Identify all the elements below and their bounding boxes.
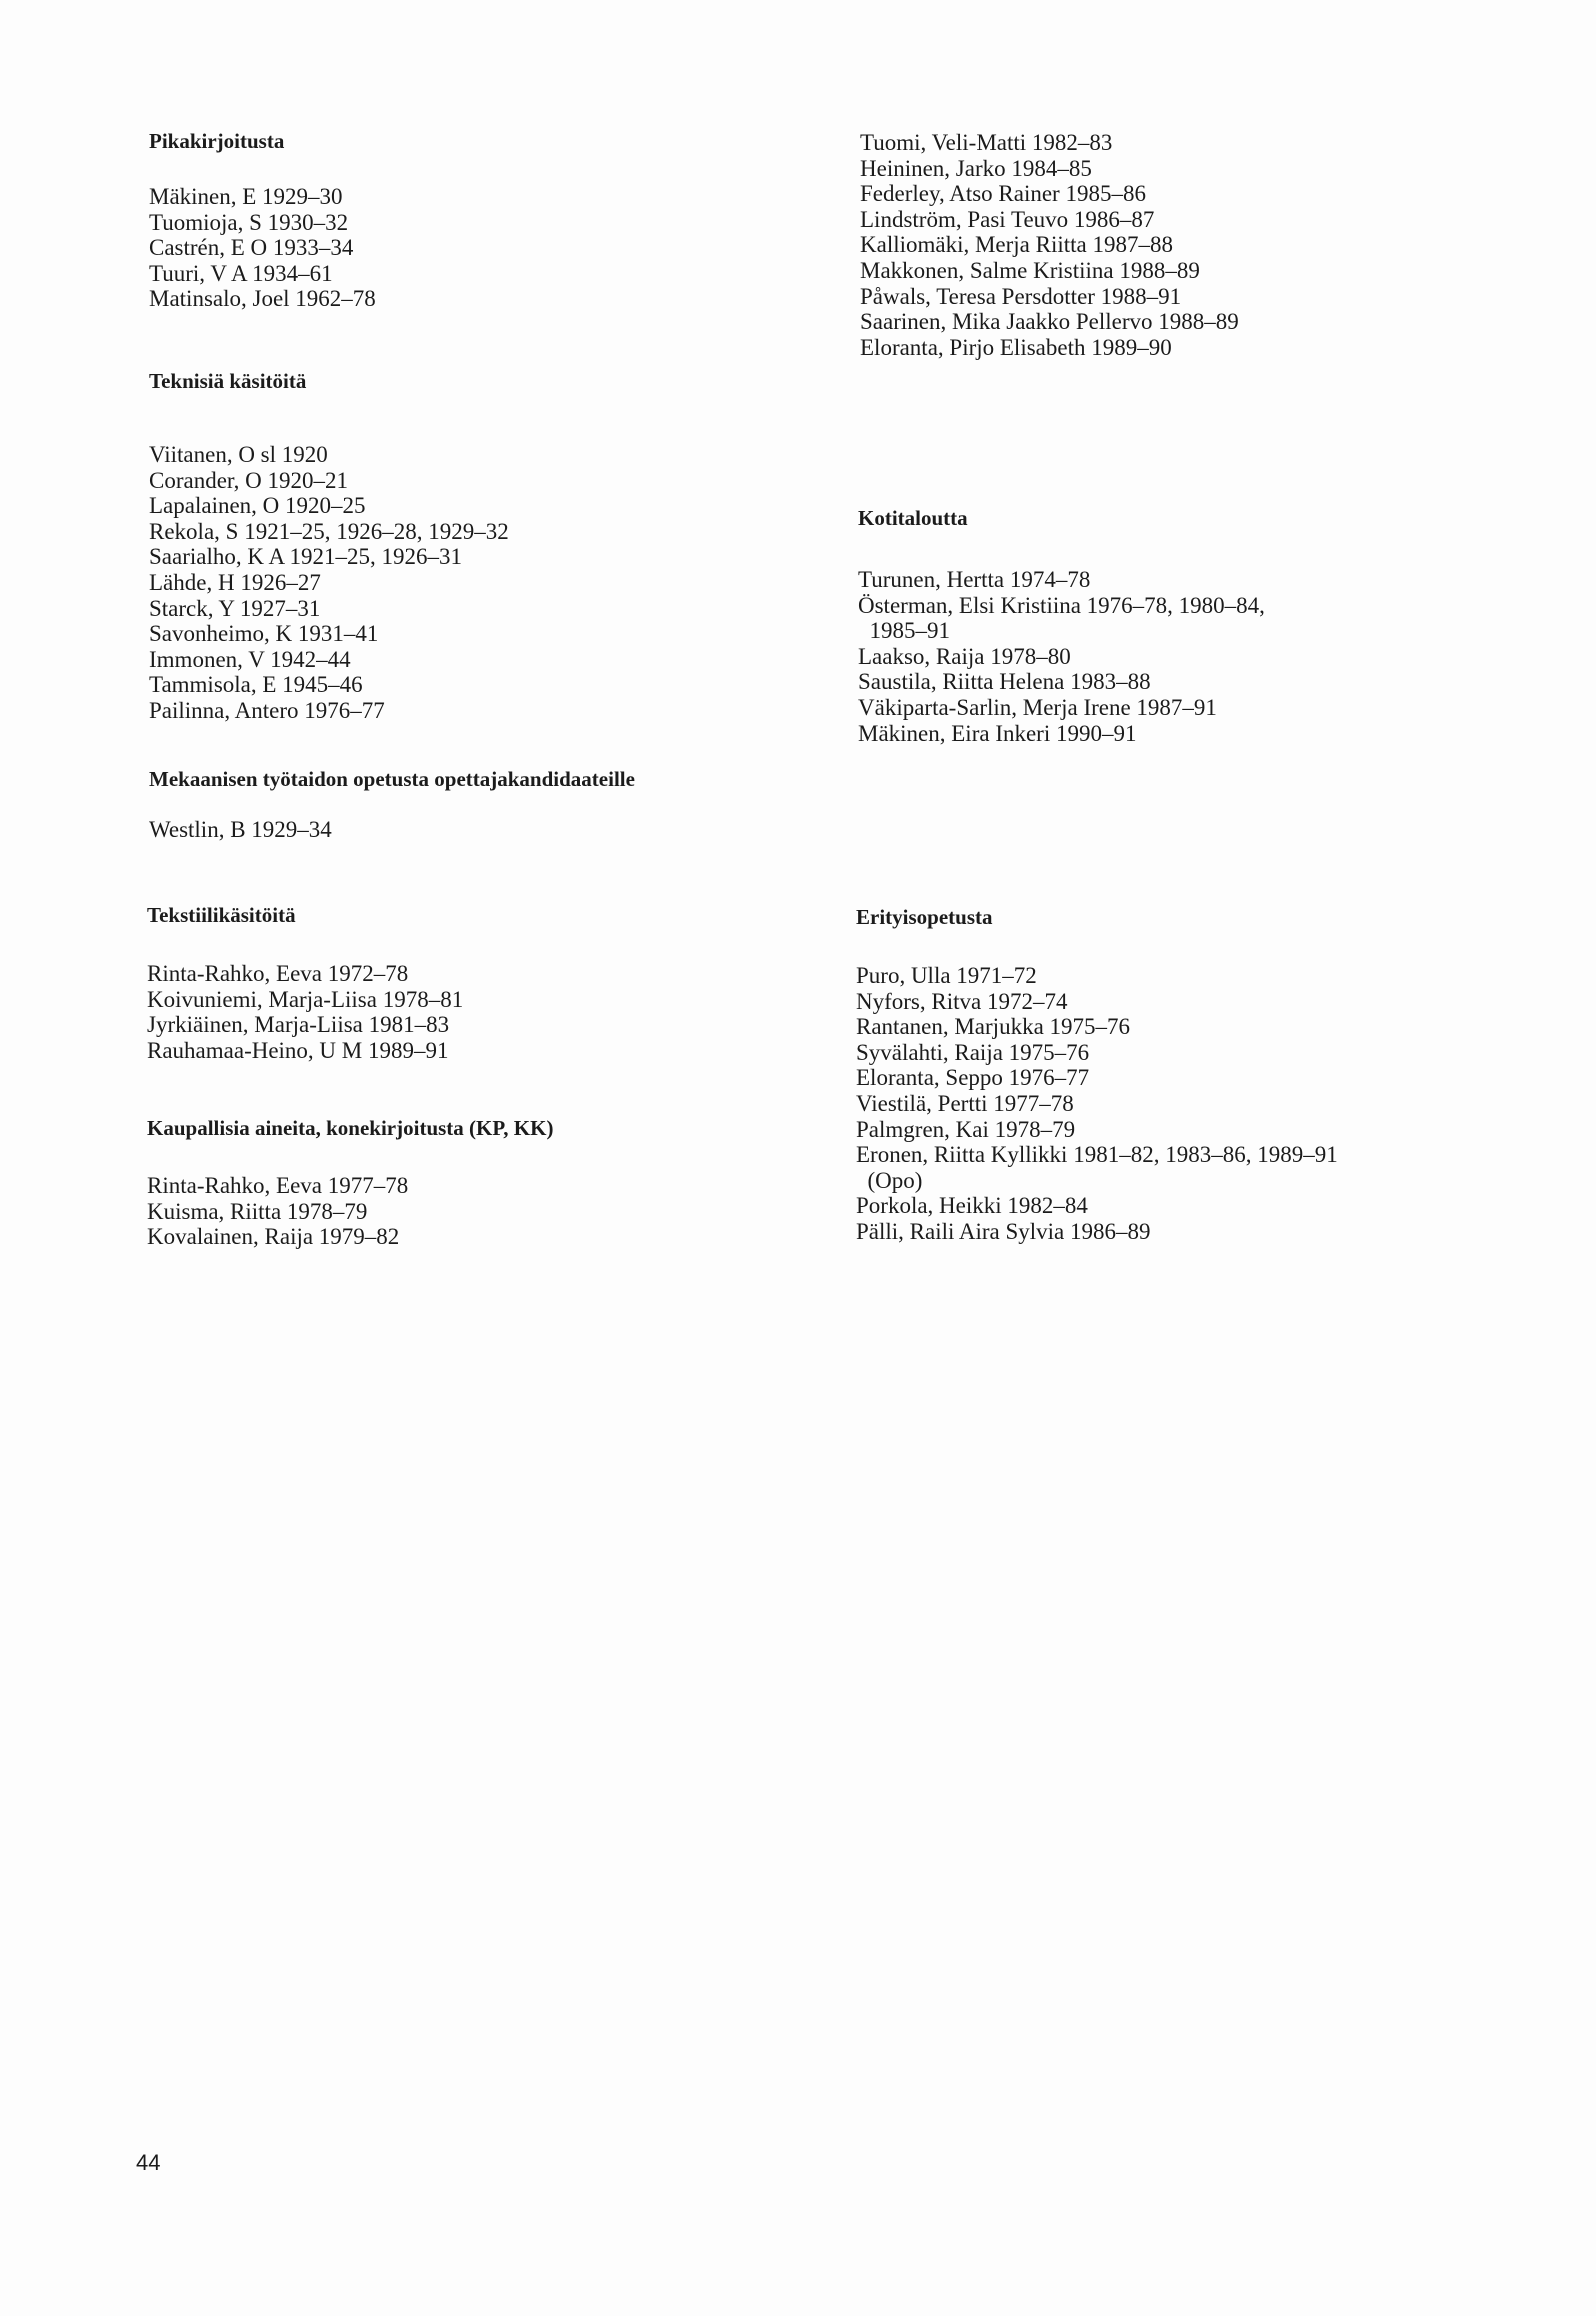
section-heading: Kaupallisia aineita, konekirjoitusta (KP, KK) [147, 1116, 554, 1140]
list-item: Heininen, Jarko 1984–85 [860, 155, 1092, 181]
list-item: Påwals, Teresa Persdotter 1988–91 [860, 283, 1182, 309]
list-item: Tuuri, V A 1934–61 [149, 260, 333, 286]
entry-list [147, 1173, 847, 1250]
list-item: Tuomioja, S 1930–32 [149, 209, 349, 235]
list-item: Porkola, Heikki 1982–84 [856, 1193, 1088, 1219]
list-item: Saarinen, Mika Jaakko Pellervo 1988–89 [860, 309, 1239, 335]
list-item: Kovalainen, Raija 1979–82 [147, 1224, 400, 1250]
list-item: Österman, Elsi Kristiina 1976–78, 1980–84, [858, 592, 1265, 618]
list-item: Pälli, Raili Aira Sylvia 1986–89 [856, 1218, 1151, 1244]
entry-list [860, 130, 1560, 360]
section-kaupallisia-aineita [147, 1115, 847, 1250]
list-item: Palmgren, Kai 1978–79 [856, 1116, 1076, 1142]
entry-list [149, 442, 849, 724]
list-item: Rekola, S 1921–25, 1926–28, 1929–32 [149, 518, 509, 544]
list-item: Federley, Atso Rainer 1985–86 [860, 181, 1146, 207]
list-item: Koivuniemi, Marja-Liisa 1978–81 [147, 986, 464, 1012]
section-continued-list [860, 130, 1560, 360]
list-item: Corander, O 1920–21 [149, 467, 349, 493]
list-item: Puro, Ulla 1971–72 [856, 963, 1037, 988]
section-heading: Pikakirjoitusta [149, 129, 285, 153]
list-item: Väkiparta-Sarlin, Merja Irene 1987–91 [858, 694, 1217, 720]
list-item: (Opo) [856, 1167, 923, 1193]
list-item: Jyrkiäinen, Marja-Liisa 1981–83 [147, 1012, 450, 1038]
list-item: Rantanen, Marjukka 1975–76 [856, 1014, 1131, 1040]
entry-list [149, 817, 909, 843]
list-item: Tammisola, E 1945–46 [149, 672, 363, 698]
list-item: Lindström, Pasi Teuvo 1986–87 [860, 206, 1155, 232]
list-item: Viitanen, O sl 1920 [149, 442, 328, 467]
list-item: Savonheimo, K 1931–41 [149, 621, 379, 647]
section-heading: Mekaanisen työtaidon opetusta opettajakandidaateille [149, 767, 635, 791]
list-item: Kuisma, Riitta 1978–79 [147, 1198, 368, 1224]
list-item: Turunen, Hertta 1974–78 [858, 567, 1091, 592]
list-item: Laakso, Raija 1978–80 [858, 643, 1071, 669]
list-item: Mäkinen, Eira Inkeri 1990–91 [858, 720, 1137, 746]
list-item: Kalliomäki, Merja Riitta 1987–88 [860, 232, 1174, 258]
list-item: Viestilä, Pertti 1977–78 [856, 1090, 1074, 1116]
list-item: Saustila, Riitta Helena 1983–88 [858, 669, 1151, 695]
list-item: Eronen, Riitta Kyllikki 1981–82, 1983–86, 1989–91 [856, 1142, 1338, 1168]
list-item: Castrén, E O 1933–34 [149, 235, 354, 261]
list-item: Rauhamaa-Heino, U M 1989–91 [147, 1037, 449, 1063]
list-item: Lapalainen, O 1920–25 [149, 493, 366, 519]
section-pikakirjoitusta [149, 128, 849, 312]
list-item: Pailinna, Antero 1976–77 [149, 697, 385, 723]
list-item: Tuomi, Veli-Matti 1982–83 [860, 130, 1113, 155]
list-item: Makkonen, Salme Kristiina 1988–89 [860, 257, 1200, 283]
list-item: Rinta-Rahko, Eeva 1977–78 [147, 1173, 409, 1198]
list-item: Lähde, H 1926–27 [149, 569, 321, 595]
section-kotitaloutta [858, 505, 1558, 746]
section-mekaanisen-tyotaidon [149, 766, 909, 843]
section-tekstiilikasitoita [147, 902, 847, 1063]
section-heading: Kotitaloutta [858, 506, 968, 530]
list-item: Matinsalo, Joel 1962–78 [149, 286, 376, 312]
list-item: Eloranta, Seppo 1976–77 [856, 1065, 1090, 1091]
section-heading: Teknisiä käsitöitä [149, 369, 307, 393]
section-erityisopetusta [856, 904, 1556, 1245]
page-number: 44 [136, 2150, 161, 2175]
list-item: Mäkinen, E 1929–30 [149, 184, 343, 209]
entry-list [149, 184, 849, 312]
section-heading: Erityisopetusta [856, 905, 993, 929]
list-item: 1985–91 [858, 618, 950, 644]
list-item: Westlin, B 1929–34 [149, 817, 332, 842]
section-heading: Tekstiilikäsitöitä [147, 903, 296, 927]
list-item: Rinta-Rahko, Eeva 1972–78 [147, 961, 409, 986]
entry-list [147, 961, 847, 1063]
entry-list [856, 963, 1556, 1245]
list-item: Starck, Y 1927–31 [149, 595, 321, 621]
section-teknisia-kasitoita [149, 368, 849, 724]
list-item: Syvälahti, Raija 1975–76 [856, 1039, 1090, 1065]
list-item: Nyfors, Ritva 1972–74 [856, 988, 1068, 1014]
list-item: Eloranta, Pirjo Elisabeth 1989–90 [860, 334, 1172, 360]
list-item: Immonen, V 1942–44 [149, 646, 351, 672]
entry-list [858, 567, 1558, 746]
list-item: Saarialho, K A 1921–25, 1926–31 [149, 544, 463, 570]
